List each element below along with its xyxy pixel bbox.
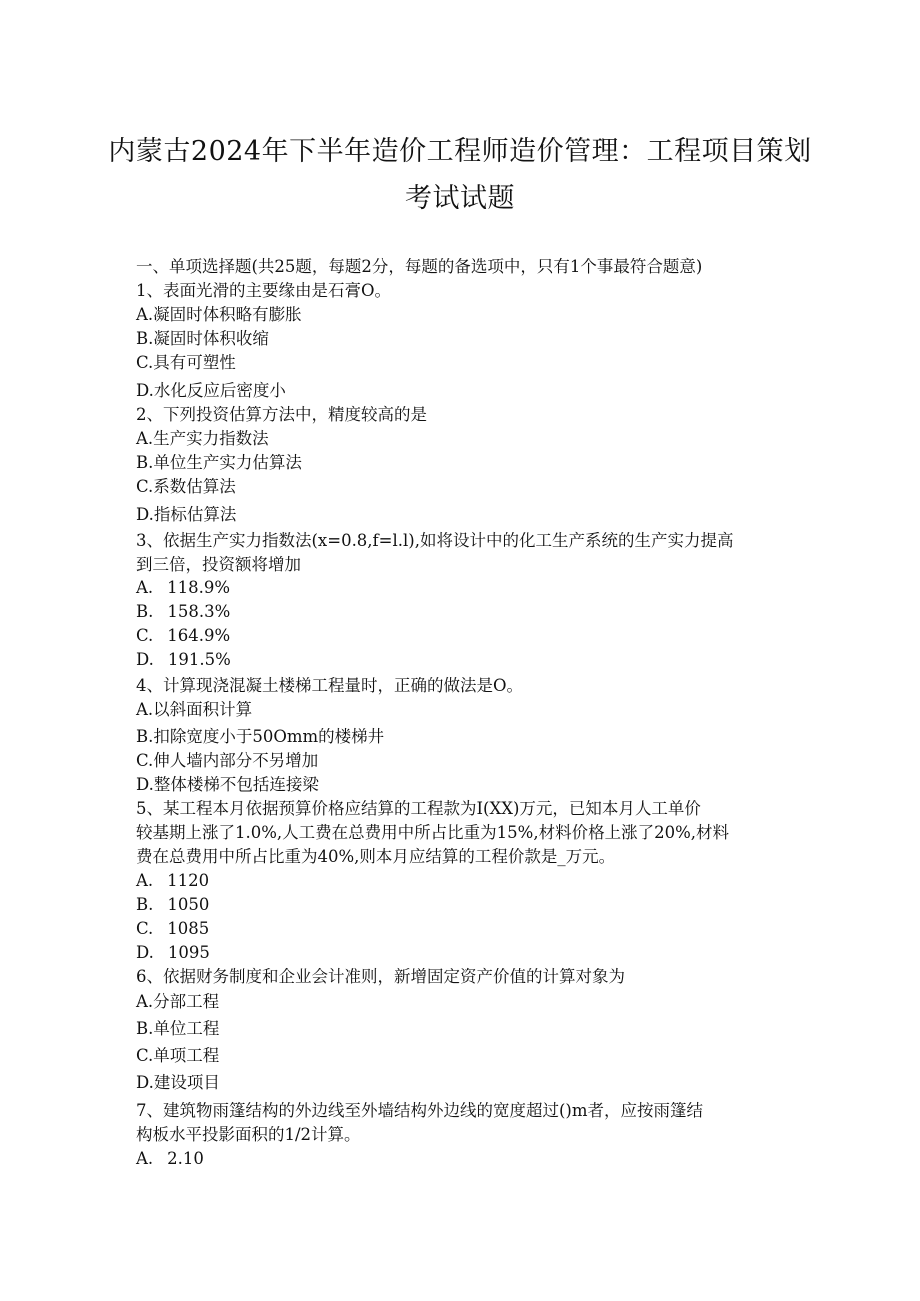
question-2-stem: 2、下列投资估算方法中，精度较高的是 [136, 405, 427, 424]
option-letter: C. [136, 626, 154, 645]
document-title-line-2: 考试试题 [405, 183, 515, 214]
question-1-option-d: D.水化反应后密度小 [136, 381, 286, 400]
option-value: 118.9% [167, 578, 231, 597]
option-value: 1050 [167, 895, 210, 914]
question-5-stem-line-3: 费在总费用中所占比重为40%,则本月应结算的工程价款是_万元。 [136, 847, 616, 866]
question-5-stem-line-1: 5、某工程本月依据预算价格应结算的工程款为I(XX)万元，已知本月人工单价 [136, 799, 701, 818]
question-3-option-a [136, 577, 230, 599]
question-3-stem-line-1: 3、依据生产实力指数法(x=0.8,f=l.l),如将设计中的化工生产系统的生产实力提高 [136, 531, 734, 550]
question-4-stem: 4、计算现浇混凝土楼梯工程量时，正确的做法是O。 [136, 676, 524, 695]
question-1-stem: 1、表面光滑的主要缘由是石膏O。 [136, 281, 392, 300]
question-6-option-a: A.分部工程 [136, 992, 220, 1011]
question-4-option-b: B.扣除宽度小于50Omm的楼梯井 [136, 727, 385, 746]
question-3-option-b [136, 601, 230, 623]
section-heading: 一、单项选择题(共25题，每题2分，每题的备选项中，只有1个事最符合题意) [136, 257, 703, 276]
option-value: 164.9% [167, 626, 231, 645]
option-letter: A. [136, 578, 154, 597]
question-5-stem-line-2: 较基期上涨了1.0%,人工费在总费用中所占比重为15%,材料价格上涨了20%,材料 [136, 823, 730, 842]
question-5-option-d [136, 942, 210, 964]
question-7-stem-line-2: 构板水平投影面积的1/2计算。 [136, 1125, 361, 1144]
question-1-option-a: A.凝固时体积略有膨胀 [136, 305, 302, 324]
question-5-option-c [136, 918, 209, 940]
option-value: 191.5% [167, 650, 231, 669]
question-3-option-c [136, 625, 230, 647]
question-5-option-b [136, 894, 209, 916]
question-2-option-d: D.指标估算法 [136, 505, 237, 524]
option-letter: A. [136, 1149, 154, 1168]
question-4-option-d: D.整体楼梯不包括连接梁 [136, 775, 319, 794]
option-letter: A. [136, 871, 154, 890]
question-7-stem-line-1: 7、建筑物雨篷结构的外边线至外墙结构外边线的宽度超过()m者，应按雨篷结 [136, 1101, 704, 1120]
question-3-option-d [136, 649, 231, 671]
option-value: 1095 [167, 943, 210, 962]
option-value: 1120 [167, 871, 210, 890]
question-5-option-a [136, 870, 209, 892]
question-6-option-c: C.单项工程 [136, 1046, 220, 1065]
option-letter: D. [136, 943, 154, 962]
question-6-option-d: D.建设项目 [136, 1073, 220, 1092]
document-title-line-1: 内蒙古2024年下半年造价工程师造价管理：工程项目策划 [108, 136, 812, 167]
option-letter: D. [136, 650, 154, 669]
question-1-option-c: C.具有可塑性 [136, 353, 236, 372]
option-value: 158.3% [167, 602, 231, 621]
question-2-option-c: C.系数估算法 [136, 477, 236, 496]
question-2-option-a: A.生产实力指数法 [136, 429, 269, 448]
question-4-option-c: C.伸人墙内部分不另增加 [136, 751, 319, 770]
question-4-option-a: A.以斜面积计算 [136, 700, 253, 719]
option-value: 1085 [167, 919, 210, 938]
option-letter: B. [136, 895, 154, 914]
question-7-option-a [136, 1148, 204, 1170]
option-value: 2.10 [167, 1149, 204, 1168]
question-3-stem-line-2: 到三倍，投资额将增加 [136, 555, 301, 574]
option-letter: B. [136, 602, 154, 621]
question-6-stem: 6、依据财务制度和企业会计准则，新增固定资产价值的计算对象为 [136, 967, 625, 986]
question-1-option-b: B.凝固时体积收缩 [136, 329, 269, 348]
question-2-option-b: B.单位生产实力估算法 [136, 453, 302, 472]
option-letter: C. [136, 919, 154, 938]
question-6-option-b: B.单位工程 [136, 1019, 220, 1038]
